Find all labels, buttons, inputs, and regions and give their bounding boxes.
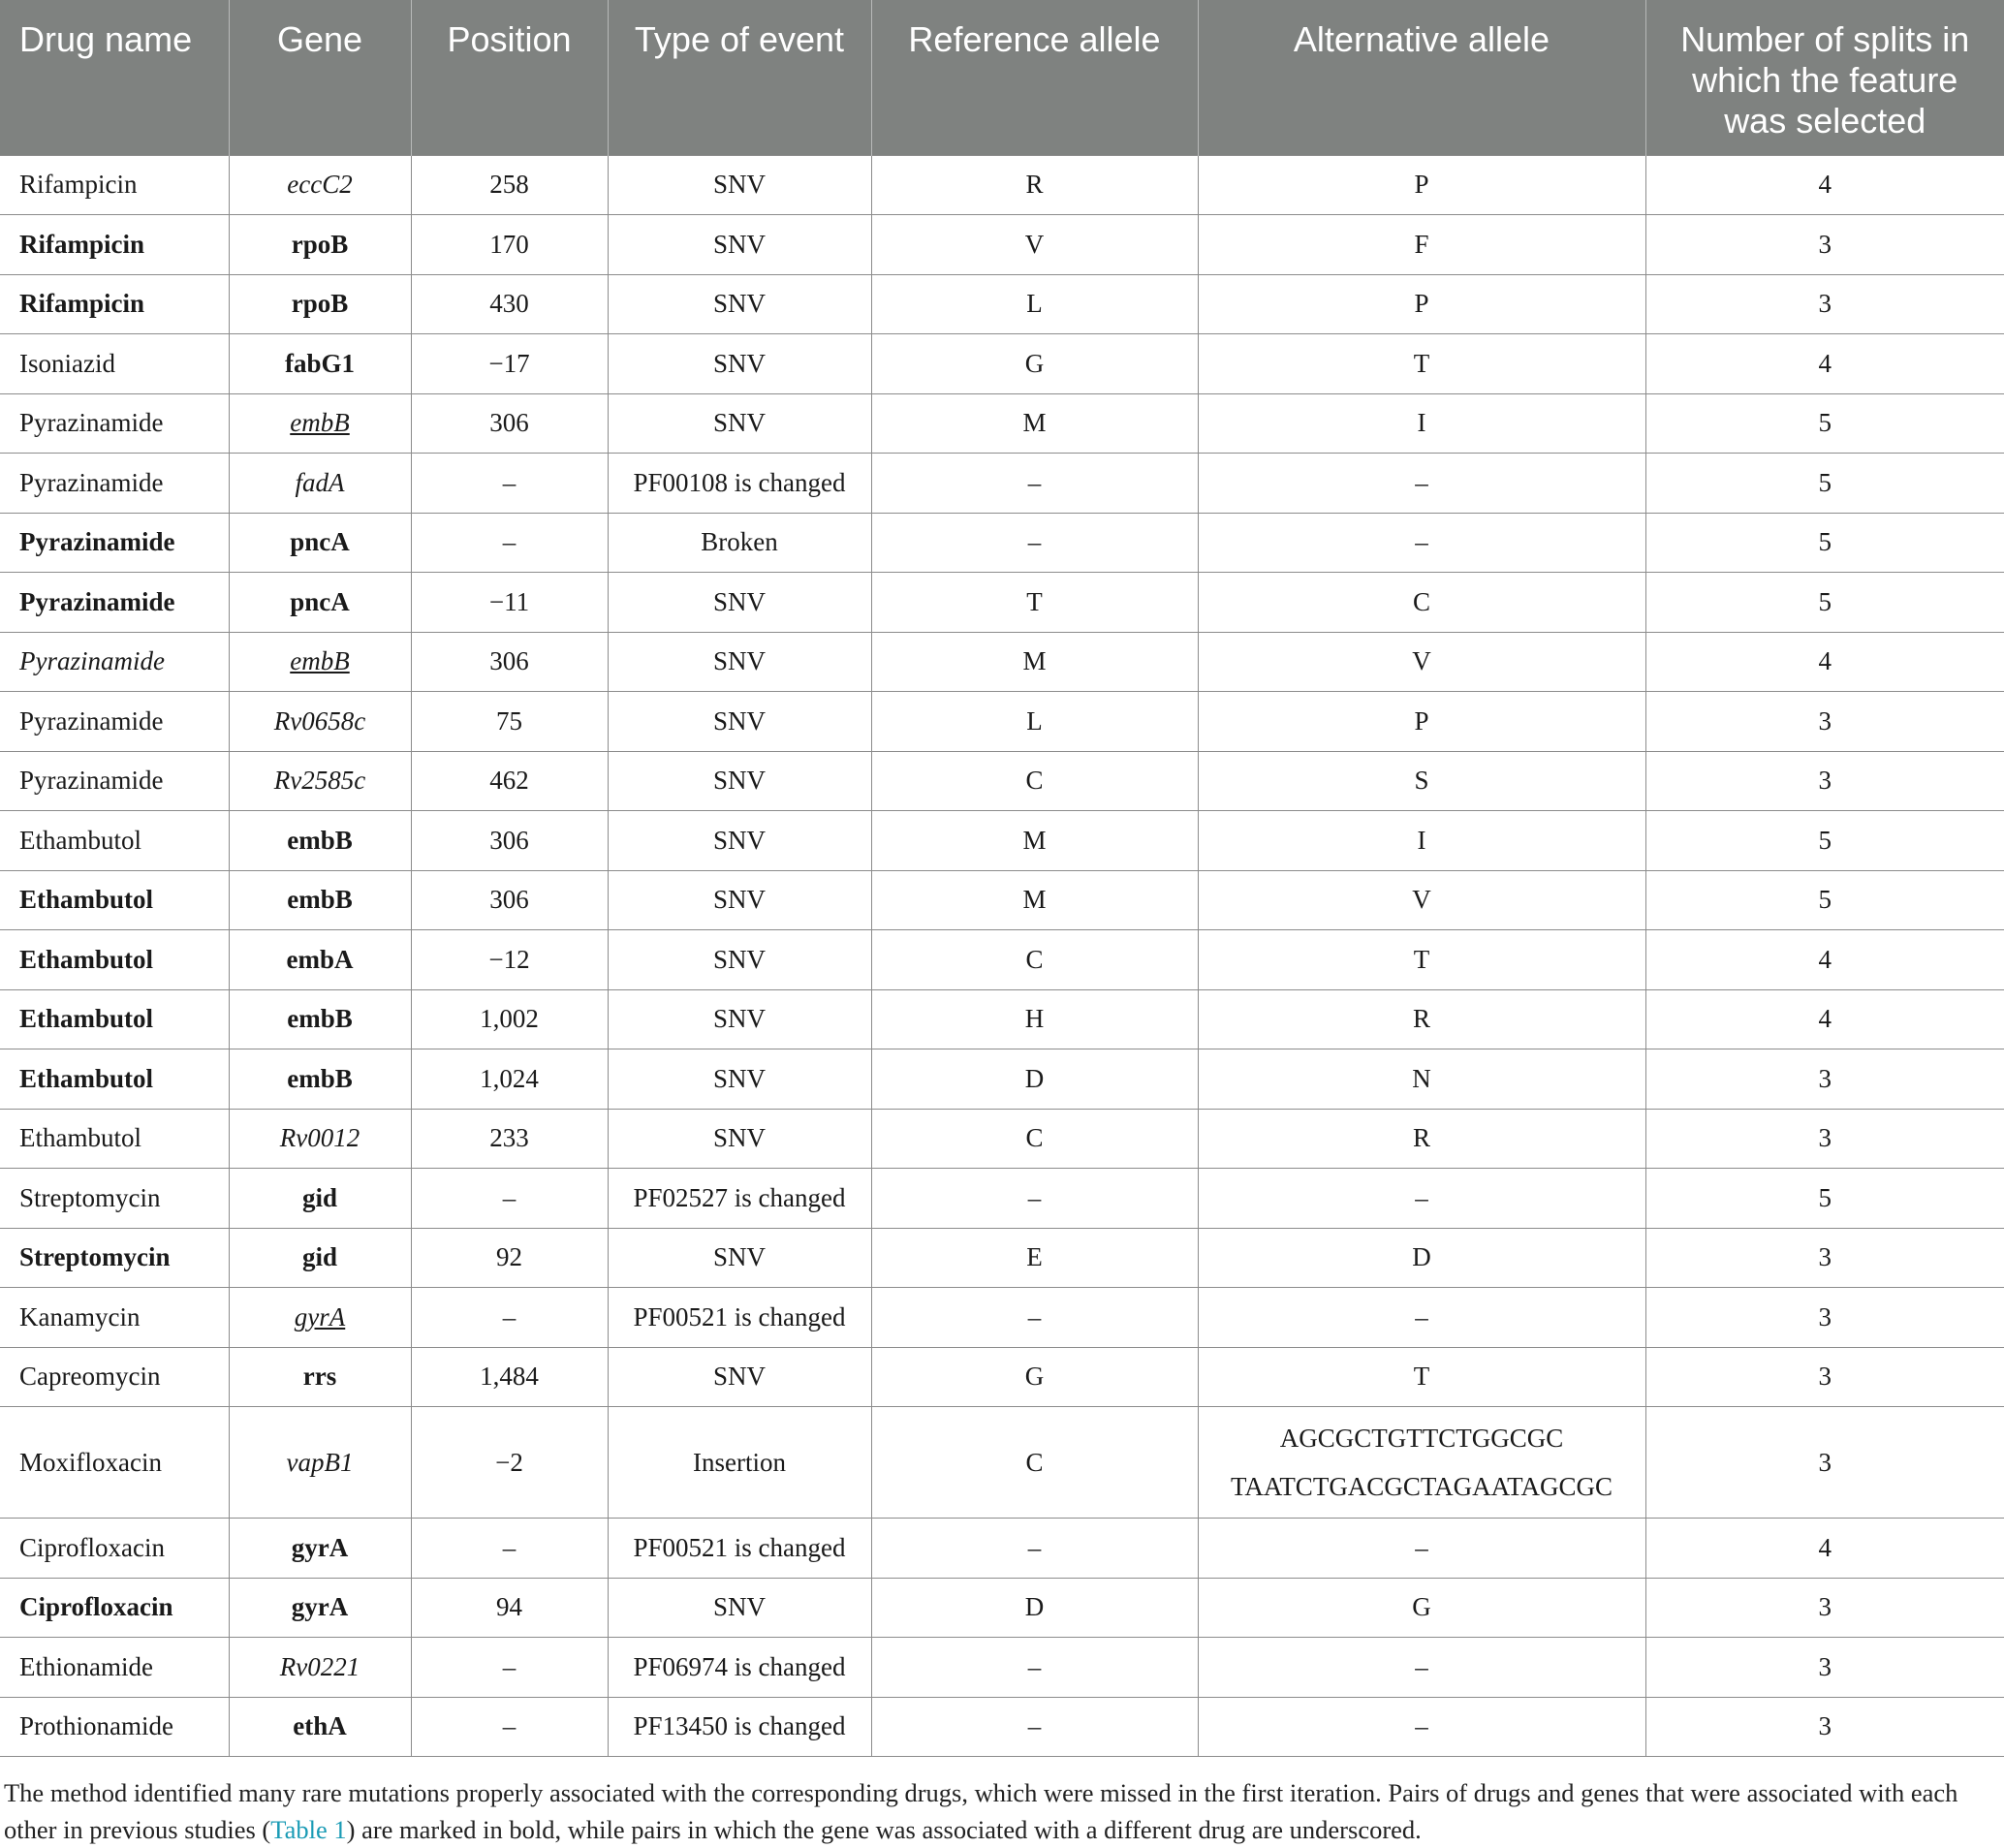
drug-name-cell: Moxifloxacin bbox=[0, 1407, 229, 1519]
alternative-allele-cell: – bbox=[1198, 1697, 1645, 1757]
position-cell: 94 bbox=[411, 1578, 608, 1638]
reference-allele-cell: G bbox=[871, 1347, 1198, 1407]
drug-name-cell: Streptomycin bbox=[0, 1169, 229, 1229]
gene-cell: ethA bbox=[229, 1697, 411, 1757]
position-cell: – bbox=[411, 1288, 608, 1348]
event-type-cell: SNV bbox=[608, 1049, 871, 1110]
alternative-allele-cell: N bbox=[1198, 1049, 1645, 1110]
table-row bbox=[0, 1407, 2004, 1519]
table-row bbox=[0, 513, 2004, 573]
alternative-allele-cell: C bbox=[1198, 573, 1645, 633]
event-type-cell: Insertion bbox=[608, 1407, 871, 1519]
drug-name-cell: Pyrazinamide bbox=[0, 573, 229, 633]
alternative-allele-cell: R bbox=[1198, 989, 1645, 1049]
reference-allele-cell: – bbox=[871, 1519, 1198, 1579]
table-row bbox=[0, 1228, 2004, 1288]
drug-name-cell: Ciprofloxacin bbox=[0, 1578, 229, 1638]
reference-allele-cell: – bbox=[871, 1638, 1198, 1698]
reference-allele-cell: M bbox=[871, 632, 1198, 692]
gene-cell: Rv0012 bbox=[229, 1109, 411, 1169]
reference-allele-cell: – bbox=[871, 1169, 1198, 1229]
alternative-allele-cell: – bbox=[1198, 1519, 1645, 1579]
caption-text-part2: ) are marked in bold, while pairs in which the gene was associated with a different drug are underscored. bbox=[346, 1815, 1422, 1844]
position-cell: 306 bbox=[411, 870, 608, 930]
position-cell: – bbox=[411, 1169, 608, 1229]
alternative-allele-cell: S bbox=[1198, 751, 1645, 811]
event-type-cell: Broken bbox=[608, 513, 871, 573]
gene-cell: embB bbox=[229, 811, 411, 871]
event-type-cell: PF02527 is changed bbox=[608, 1169, 871, 1229]
table-body bbox=[0, 155, 2004, 1757]
splits-count-cell: 3 bbox=[1645, 692, 2004, 752]
splits-count-cell: 5 bbox=[1645, 811, 2004, 871]
position-cell: 306 bbox=[411, 393, 608, 454]
reference-allele-cell: M bbox=[871, 811, 1198, 871]
table-row bbox=[0, 1169, 2004, 1229]
header-type-of-event: Type of event bbox=[608, 0, 871, 155]
reference-allele-cell: C bbox=[871, 1109, 1198, 1169]
position-cell: 1,024 bbox=[411, 1049, 608, 1110]
table-row bbox=[0, 155, 2004, 215]
splits-count-cell: 3 bbox=[1645, 1697, 2004, 1757]
gene-cell: embB bbox=[229, 632, 411, 692]
position-cell: – bbox=[411, 1519, 608, 1579]
table-row bbox=[0, 274, 2004, 334]
position-cell: 430 bbox=[411, 274, 608, 334]
header-position: Position bbox=[411, 0, 608, 155]
reference-allele-cell: D bbox=[871, 1578, 1198, 1638]
event-type-cell: PF13450 is changed bbox=[608, 1697, 871, 1757]
alternative-allele-cell: – bbox=[1198, 1638, 1645, 1698]
splits-count-cell: 3 bbox=[1645, 274, 2004, 334]
table-row bbox=[0, 454, 2004, 514]
gene-cell: eccC2 bbox=[229, 155, 411, 215]
gene-cell: gid bbox=[229, 1169, 411, 1229]
splits-count-cell: 4 bbox=[1645, 930, 2004, 990]
drug-name-cell: Pyrazinamide bbox=[0, 454, 229, 514]
event-type-cell: SNV bbox=[608, 393, 871, 454]
splits-count-cell: 5 bbox=[1645, 870, 2004, 930]
position-cell: 233 bbox=[411, 1109, 608, 1169]
table-row bbox=[0, 692, 2004, 752]
alternative-allele-cell: T bbox=[1198, 1347, 1645, 1407]
splits-count-cell: 3 bbox=[1645, 1638, 2004, 1698]
drug-name-cell: Isoniazid bbox=[0, 334, 229, 394]
table-row bbox=[0, 1638, 2004, 1698]
reference-allele-cell: T bbox=[871, 573, 1198, 633]
position-cell: −2 bbox=[411, 1407, 608, 1519]
drug-name-cell: Ethambutol bbox=[0, 870, 229, 930]
alternative-allele-cell: P bbox=[1198, 274, 1645, 334]
position-cell: 462 bbox=[411, 751, 608, 811]
reference-allele-cell: G bbox=[871, 334, 1198, 394]
table-row bbox=[0, 1288, 2004, 1348]
alternative-allele-cell: I bbox=[1198, 393, 1645, 454]
splits-count-cell: 5 bbox=[1645, 1169, 2004, 1229]
reference-allele-cell: C bbox=[871, 1407, 1198, 1519]
table-row bbox=[0, 930, 2004, 990]
event-type-cell: SNV bbox=[608, 1228, 871, 1288]
table-row bbox=[0, 393, 2004, 454]
reference-allele-cell: R bbox=[871, 155, 1198, 215]
position-cell: – bbox=[411, 1638, 608, 1698]
position-cell: 92 bbox=[411, 1228, 608, 1288]
reference-allele-cell: – bbox=[871, 513, 1198, 573]
table-row bbox=[0, 870, 2004, 930]
header-number-of-splits: Number of splits in which the feature was selected bbox=[1645, 0, 2004, 155]
gene-cell: pncA bbox=[229, 573, 411, 633]
position-cell: 1,484 bbox=[411, 1347, 608, 1407]
event-type-cell: SNV bbox=[608, 155, 871, 215]
event-type-cell: SNV bbox=[608, 811, 871, 871]
drug-name-cell: Ethambutol bbox=[0, 930, 229, 990]
alternative-allele-cell: – bbox=[1198, 1288, 1645, 1348]
drug-name-cell: Prothionamide bbox=[0, 1697, 229, 1757]
splits-count-cell: 3 bbox=[1645, 1407, 2004, 1519]
position-cell: – bbox=[411, 454, 608, 514]
event-type-cell: PF00521 is changed bbox=[608, 1288, 871, 1348]
event-type-cell: PF06974 is changed bbox=[608, 1638, 871, 1698]
splits-count-cell: 3 bbox=[1645, 1347, 2004, 1407]
reference-allele-cell: – bbox=[871, 1288, 1198, 1348]
gene-cell: embB bbox=[229, 989, 411, 1049]
alternative-allele-cell: P bbox=[1198, 155, 1645, 215]
event-type-cell: SNV bbox=[608, 334, 871, 394]
splits-count-cell: 4 bbox=[1645, 155, 2004, 215]
position-cell: −12 bbox=[411, 930, 608, 990]
splits-count-cell: 3 bbox=[1645, 1109, 2004, 1169]
event-type-cell: SNV bbox=[608, 573, 871, 633]
splits-count-cell: 5 bbox=[1645, 454, 2004, 514]
splits-count-cell: 5 bbox=[1645, 513, 2004, 573]
sequence-line: TAATCTGACGCTAGAATAGCGC bbox=[1230, 1472, 1613, 1501]
reference-allele-cell: M bbox=[871, 870, 1198, 930]
position-cell: 258 bbox=[411, 155, 608, 215]
gene-cell: embB bbox=[229, 1049, 411, 1110]
drug-name-cell: Streptomycin bbox=[0, 1228, 229, 1288]
position-cell: 306 bbox=[411, 811, 608, 871]
drug-name-cell: Ethambutol bbox=[0, 1109, 229, 1169]
position-cell: 170 bbox=[411, 215, 608, 275]
reference-allele-cell: C bbox=[871, 751, 1198, 811]
drug-name-cell: Ethionamide bbox=[0, 1638, 229, 1698]
splits-count-cell: 4 bbox=[1645, 1519, 2004, 1579]
alternative-allele-cell: – bbox=[1198, 454, 1645, 514]
drug-name-cell: Pyrazinamide bbox=[0, 632, 229, 692]
drug-name-cell: Pyrazinamide bbox=[0, 393, 229, 454]
position-cell: −17 bbox=[411, 334, 608, 394]
gene-cell: rpoB bbox=[229, 274, 411, 334]
gene-cell: fabG1 bbox=[229, 334, 411, 394]
gene-cell: embA bbox=[229, 930, 411, 990]
splits-count-cell: 3 bbox=[1645, 215, 2004, 275]
event-type-cell: SNV bbox=[608, 274, 871, 334]
table-caption bbox=[0, 1757, 2004, 1848]
gene-cell: rpoB bbox=[229, 215, 411, 275]
drug-name-cell: Capreomycin bbox=[0, 1347, 229, 1407]
table-row bbox=[0, 1519, 2004, 1579]
position-cell: – bbox=[411, 513, 608, 573]
table-row bbox=[0, 632, 2004, 692]
reference-allele-cell: – bbox=[871, 454, 1198, 514]
event-type-cell: SNV bbox=[608, 1109, 871, 1169]
reference-allele-cell: M bbox=[871, 393, 1198, 454]
alternative-allele-cell: D bbox=[1198, 1228, 1645, 1288]
splits-count-cell: 5 bbox=[1645, 573, 2004, 633]
table-row bbox=[0, 573, 2004, 633]
table-row bbox=[0, 751, 2004, 811]
event-type-cell: PF00521 is changed bbox=[608, 1519, 871, 1579]
drug-name-cell: Pyrazinamide bbox=[0, 751, 229, 811]
alternative-allele-cell: V bbox=[1198, 632, 1645, 692]
reference-allele-cell: D bbox=[871, 1049, 1198, 1110]
alternative-allele-cell: R bbox=[1198, 1109, 1645, 1169]
event-type-cell: SNV bbox=[608, 989, 871, 1049]
gene-cell: gyrA bbox=[229, 1288, 411, 1348]
table-row bbox=[0, 1697, 2004, 1757]
table-row bbox=[0, 989, 2004, 1049]
gene-cell: Rv2585c bbox=[229, 751, 411, 811]
alternative-allele-cell: F bbox=[1198, 215, 1645, 275]
event-type-cell: SNV bbox=[608, 930, 871, 990]
event-type-cell: PF00108 is changed bbox=[608, 454, 871, 514]
drug-name-cell: Ethambutol bbox=[0, 1049, 229, 1110]
drug-name-cell: Ethambutol bbox=[0, 811, 229, 871]
table-row bbox=[0, 1109, 2004, 1169]
table-row bbox=[0, 1578, 2004, 1638]
alternative-allele-cell: I bbox=[1198, 811, 1645, 871]
event-type-cell: SNV bbox=[608, 632, 871, 692]
event-type-cell: SNV bbox=[608, 1578, 871, 1638]
table-row bbox=[0, 215, 2004, 275]
drug-name-cell: Pyrazinamide bbox=[0, 513, 229, 573]
header-reference-allele: Reference allele bbox=[871, 0, 1198, 155]
alternative-allele-cell: T bbox=[1198, 334, 1645, 394]
gene-cell: Rv0658c bbox=[229, 692, 411, 752]
gene-cell: embB bbox=[229, 870, 411, 930]
drug-name-cell: Ciprofloxacin bbox=[0, 1519, 229, 1579]
alternative-allele-cell bbox=[1198, 1407, 1645, 1519]
table-row bbox=[0, 334, 2004, 394]
gene-cell: Rv0221 bbox=[229, 1638, 411, 1698]
drug-name-cell: Pyrazinamide bbox=[0, 692, 229, 752]
reference-allele-cell: E bbox=[871, 1228, 1198, 1288]
gene-cell: fadA bbox=[229, 454, 411, 514]
drug-name-cell: Rifampicin bbox=[0, 215, 229, 275]
reference-allele-cell: C bbox=[871, 930, 1198, 990]
table-1-link[interactable]: Table 1 bbox=[270, 1815, 347, 1844]
gene-cell: rrs bbox=[229, 1347, 411, 1407]
event-type-cell: SNV bbox=[608, 215, 871, 275]
position-cell: 75 bbox=[411, 692, 608, 752]
table-row bbox=[0, 1049, 2004, 1110]
reference-allele-cell: L bbox=[871, 692, 1198, 752]
position-cell: −11 bbox=[411, 573, 608, 633]
reference-allele-cell: L bbox=[871, 274, 1198, 334]
splits-count-cell: 4 bbox=[1645, 989, 2004, 1049]
reference-allele-cell: V bbox=[871, 215, 1198, 275]
splits-count-cell: 4 bbox=[1645, 334, 2004, 394]
gene-cell: gyrA bbox=[229, 1578, 411, 1638]
gene-cell: gid bbox=[229, 1228, 411, 1288]
position-cell: 306 bbox=[411, 632, 608, 692]
splits-count-cell: 3 bbox=[1645, 751, 2004, 811]
caption-text-part1: The method identified many rare mutations properly associated with the corresponding drugs, which were missed in the first iteration. Pairs of drugs and genes that were associated with each other in previous studies ( bbox=[4, 1778, 1958, 1844]
header-drug-name: Drug name bbox=[0, 0, 229, 155]
drug-name-cell: Rifampicin bbox=[0, 274, 229, 334]
event-type-cell: SNV bbox=[608, 870, 871, 930]
drug-name-cell: Rifampicin bbox=[0, 155, 229, 215]
position-cell: 1,002 bbox=[411, 989, 608, 1049]
header-alternative-allele: Alternative allele bbox=[1198, 0, 1645, 155]
splits-count-cell: 3 bbox=[1645, 1288, 2004, 1348]
gene-cell: gyrA bbox=[229, 1519, 411, 1579]
gene-cell: vapB1 bbox=[229, 1407, 411, 1519]
drug-name-cell: Kanamycin bbox=[0, 1288, 229, 1348]
position-cell: – bbox=[411, 1697, 608, 1757]
alternative-allele-cell: V bbox=[1198, 870, 1645, 930]
reference-allele-cell: H bbox=[871, 989, 1198, 1049]
reference-allele-cell: – bbox=[871, 1697, 1198, 1757]
splits-count-cell: 3 bbox=[1645, 1578, 2004, 1638]
splits-count-cell: 5 bbox=[1645, 393, 2004, 454]
header-gene: Gene bbox=[229, 0, 411, 155]
table-row bbox=[0, 811, 2004, 871]
splits-count-cell: 4 bbox=[1645, 632, 2004, 692]
splits-count-cell: 3 bbox=[1645, 1049, 2004, 1110]
table-header-row bbox=[0, 0, 2004, 155]
alternative-allele-cell: – bbox=[1198, 513, 1645, 573]
alternative-allele-cell: G bbox=[1198, 1578, 1645, 1638]
event-type-cell: SNV bbox=[608, 1347, 871, 1407]
alternative-allele-cell: T bbox=[1198, 930, 1645, 990]
event-type-cell: SNV bbox=[608, 751, 871, 811]
event-type-cell: SNV bbox=[608, 692, 871, 752]
sequence-line: AGCGCTGTTCTGGCGC bbox=[1279, 1424, 1564, 1453]
splits-count-cell: 3 bbox=[1645, 1228, 2004, 1288]
gene-cell: pncA bbox=[229, 513, 411, 573]
table-row bbox=[0, 1347, 2004, 1407]
alternative-allele-cell: P bbox=[1198, 692, 1645, 752]
drug-name-cell: Ethambutol bbox=[0, 989, 229, 1049]
gene-cell: embB bbox=[229, 393, 411, 454]
alternative-allele-cell: – bbox=[1198, 1169, 1645, 1229]
